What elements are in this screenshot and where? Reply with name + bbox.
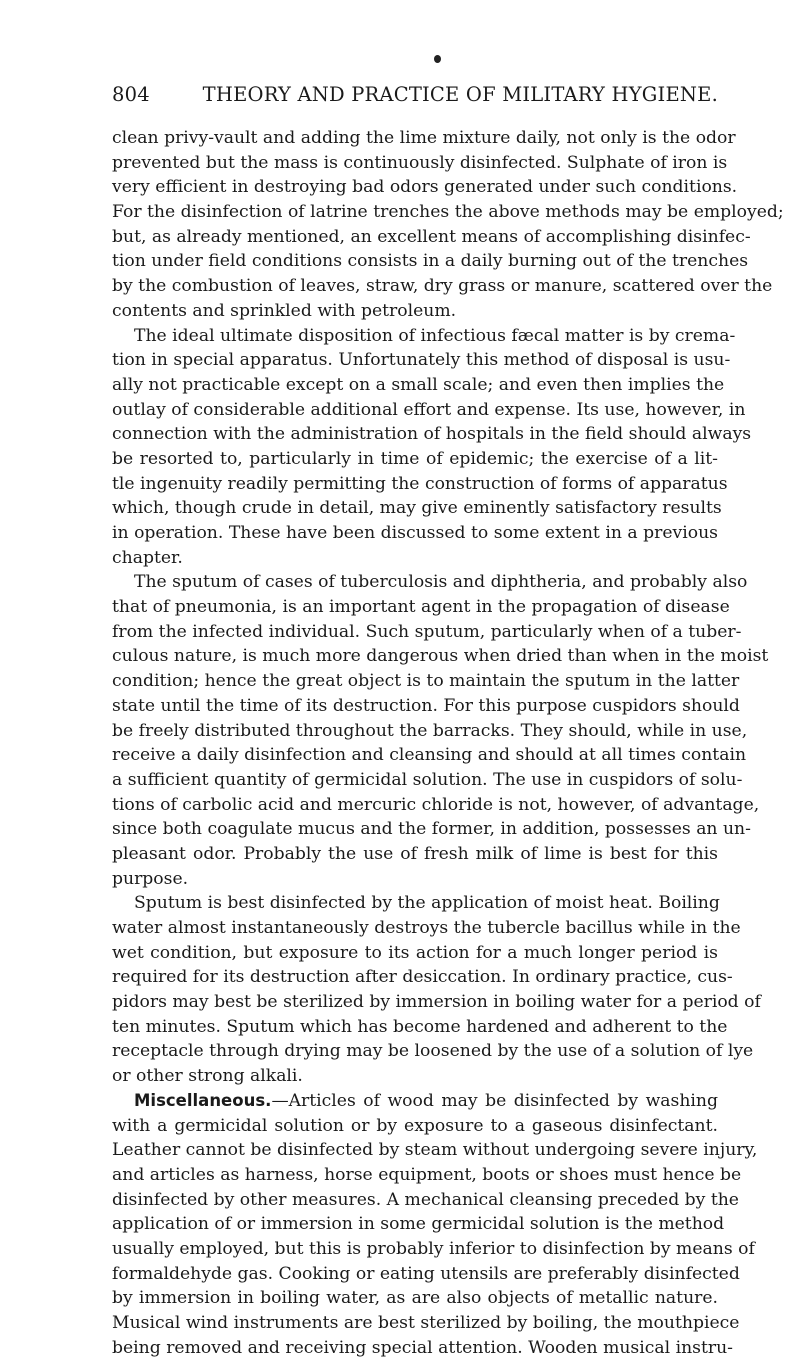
text-line: pidors may best be sterilized by immersion in boiling water for a period of [112, 992, 761, 1013]
text-line: since both coagulate mucus and the former, in addition, possesses an un- [112, 819, 751, 840]
text-line: in operation. These have been discussed to some extent in a previous [112, 523, 718, 543]
ornament-dot [434, 55, 441, 63]
text-run: —Articles of wood may be disinfected by washing [271, 1090, 718, 1111]
text-line: chapter. [112, 547, 183, 568]
text-line: that of pneumonia, is an important agent in the propagation of disease [112, 597, 730, 618]
text-line: from the infected individual. Such sputum, particularly when of a tuber- [112, 621, 742, 642]
paragraph [112, 891, 761, 1089]
text-line: prevented but the mass is continuously disinfected. Sulphate of iron is [112, 152, 728, 173]
text-line: by the combustion of leaves, straw, dry grass or manure, scattered over the [112, 276, 773, 297]
text-line: formaldehyde gas. Cooking or eating utensils are preferably disinfected [112, 1263, 740, 1284]
text-line: tle ingenuity readily permitting the construction of forms of apparatus [112, 473, 728, 494]
text-line: The sputum of cases of tuberculosis and diphtheria, and probably also [134, 572, 748, 593]
text-line: very efficient in destroying bad odors generated under such conditions. [112, 177, 738, 198]
text-line: tion in special apparatus. Unfortunately this method of disposal is usu- [112, 350, 731, 371]
text-line: wet condition, but exposure to its action for a much longer period is [112, 942, 718, 963]
text-line: tion under field conditions consists in a daily burning out of the trenches [112, 251, 749, 272]
text-line: a sufficient quantity of germicidal solution. The use in cuspidors of solu- [112, 769, 743, 790]
text-line: purpose. [112, 868, 189, 889]
text-line: or other strong alkali. [112, 1066, 303, 1087]
text-line: Sputum is best disinfected by the application of moist heat. Boiling [134, 893, 720, 914]
text-line: being removed and receiving special attention. Wooden musical instru- [112, 1337, 733, 1358]
text-line: state until the time of its destruction. For this purpose cuspidors should [112, 695, 740, 716]
text-line: ten minutes. Sputum which has become hardened and adherent to the [112, 1016, 728, 1037]
section-heading: Miscellaneous. [134, 1090, 272, 1110]
text-line: application of or immersion in some germicidal solution is the method [112, 1214, 725, 1235]
text-line: be resorted to, particularly in time of epidemic; the exercise of a lit- [112, 448, 718, 469]
text-line: connection with the administration of hospitals in the field should always [112, 424, 752, 445]
paragraph [112, 126, 784, 324]
body-text [112, 126, 784, 1360]
text-line: clean privy-vault and adding the lime mixture daily, not only is the odor [112, 128, 736, 148]
paragraph [112, 324, 752, 571]
text-line [112, 1089, 718, 1114]
text-line: disinfected by other measures. A mechanical cleansing preceded by the [112, 1189, 739, 1210]
text-line: with a germicidal solution or by exposure to a gaseous disinfectant. [112, 1115, 718, 1136]
text-line: Leather cannot be disinfected by steam without undergoing severe injury, [112, 1140, 758, 1161]
text-line: condition; hence the great object is to maintain the sputum in the latter [112, 671, 740, 692]
text-line: culous nature, is much more dangerous when dried than when in the moist [112, 646, 769, 667]
text-line: required for its destruction after desiccation. In ordinary practice, cus- [112, 967, 733, 988]
text-line: pleasant odor. Probably the use of fresh milk of lime is best for this [112, 843, 718, 864]
text-line: usually employed, but this is probably inferior to disinfection by means of [112, 1238, 755, 1259]
text-line: For the disinfection of latrine trenches the above methods may be employed; [112, 202, 784, 223]
text-line: tions of carbolic acid and mercuric chloride is not, however, of advantage, [112, 794, 760, 815]
text-line: The ideal ultimate disposition of infectious fæcal matter is by crema- [134, 325, 736, 346]
paragraph [112, 570, 769, 891]
page-header [112, 83, 718, 111]
text-line: contents and sprinkled with petroleum. [112, 300, 457, 321]
text-line: be freely distributed throughout the barracks. They should, while in use, [112, 720, 748, 741]
text-line: but, as already mentioned, an excellent means of accomplishing disinfec- [112, 226, 751, 247]
text-line: ally not practicable except on a small scale; and even then implies the [112, 374, 725, 395]
text-line: by immersion in boiling water, as are also objects of metallic nature. [112, 1288, 718, 1309]
text-line: receptacle through drying may be loosened by the use of a solution of lye [112, 1041, 754, 1062]
text-line: receive a daily disinfection and cleansing and should at all times contain [112, 745, 747, 766]
text-line: and articles as harness, horse equipment, boots or shoes must hence be [112, 1164, 742, 1185]
page-number: 804 [112, 83, 150, 106]
text-line: outlay of considerable additional effort and expense. Its use, however, in [112, 399, 746, 420]
text-line: water almost instantaneously destroys the tubercle bacillus while in the [112, 918, 741, 938]
paragraph [112, 1089, 758, 1360]
text-line: Musical wind instruments are best sterilized by boiling, the mouthpiece [112, 1313, 740, 1333]
text-line: which, though crude in detail, may give eminently satisfactory results [112, 498, 722, 519]
running-title: THEORY AND PRACTICE OF MILITARY HYGIENE. [202, 83, 718, 106]
